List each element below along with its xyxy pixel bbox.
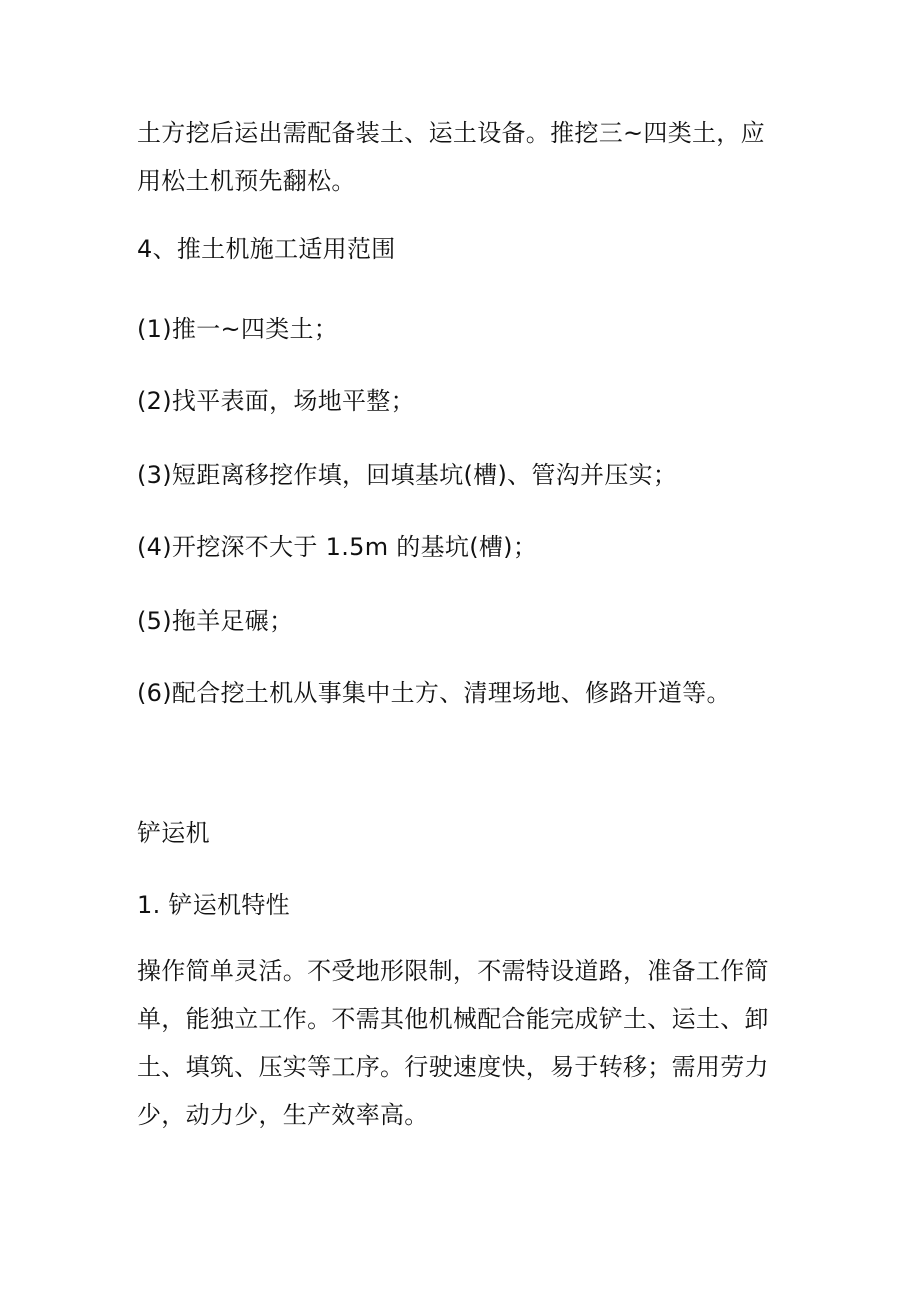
list-item: (5)拖羊足碾； xyxy=(137,607,294,635)
section-heading-scraper-characteristics: 1. 铲运机特性 xyxy=(137,891,290,919)
list-item: (1)推一~四类土； xyxy=(137,315,339,343)
list-item: (6)配合挖土机从事集中土方、清理场地、修路开道等。 xyxy=(137,679,731,707)
paragraph-line: 操作简单灵活。不受地形限制，不需特设道路，准备工作简 xyxy=(137,957,769,985)
paragraph-scraper-characteristics xyxy=(137,947,797,1139)
paragraph-earthwork-equipment xyxy=(137,109,797,205)
paragraph-line: 用松土机预先翻松。 xyxy=(137,167,356,195)
paragraph-line: 少，动力少，生产效率高。 xyxy=(137,1101,429,1129)
paragraph-line: 土、填筑、压实等工序。行驶速度快，易于转移；需用劳力 xyxy=(137,1053,769,1081)
paragraph-line: 土方挖后运出需配备装土、运土设备。推挖三~四类土，应 xyxy=(137,119,765,147)
list-item: (2)找平表面，场地平整； xyxy=(137,387,415,415)
section-heading-bulldozer-scope: 4、推土机施工适用范围 xyxy=(137,235,396,263)
paragraph-line: 单，能独立工作。不需其他机械配合能完成铲土、运土、卸 xyxy=(137,1005,769,1033)
list-item: (3)短距离移挖作填，回填基坑(槽)、管沟并压实； xyxy=(137,461,678,489)
list-item: (4)开挖深不大于 1.5m 的基坑(槽)； xyxy=(137,533,538,561)
section-title-scraper: 铲运机 xyxy=(137,819,210,847)
